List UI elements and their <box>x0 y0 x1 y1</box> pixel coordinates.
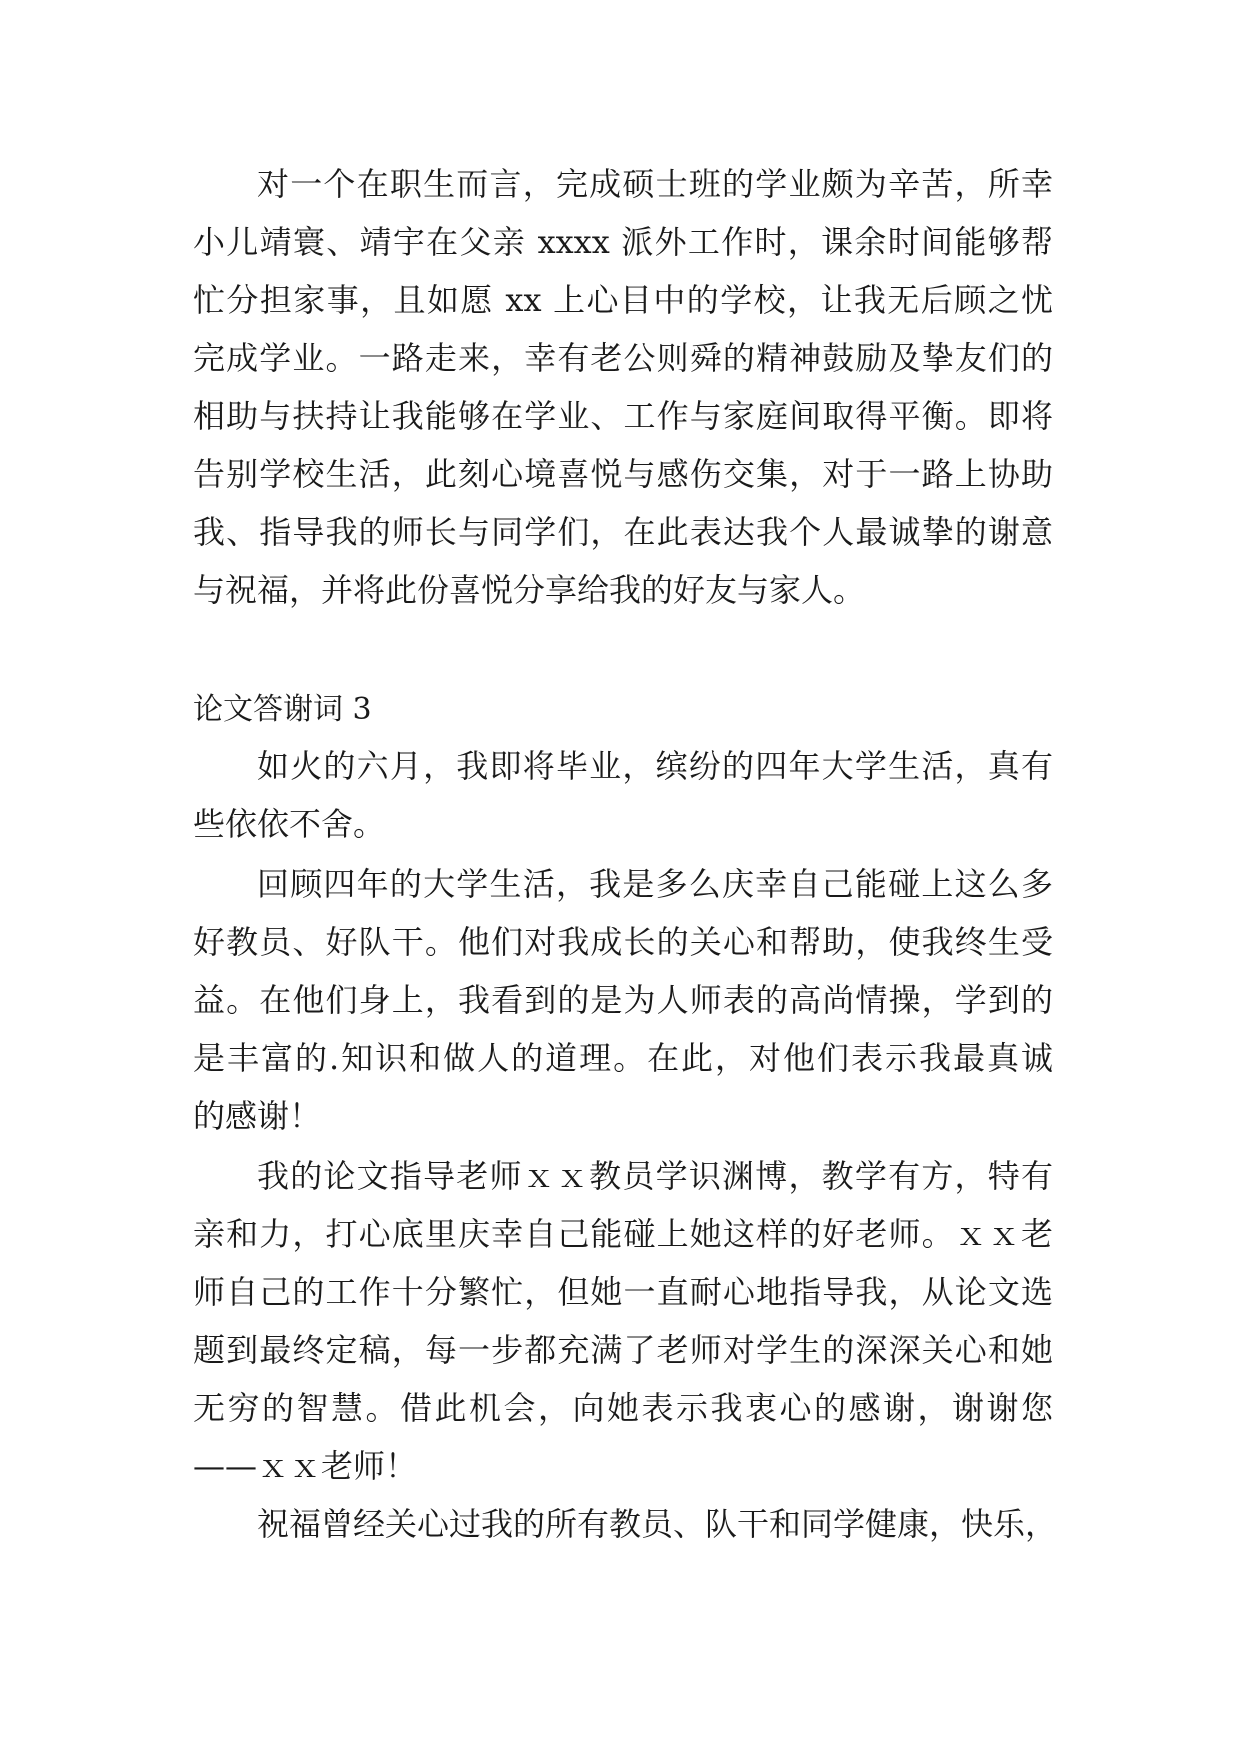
paragraph-1-line-1: 对一个在职生而言，完成硕士班的学业颇为辛苦，所幸 <box>257 165 1053 203</box>
paragraph-5-line-1: 祝福曾经关心过我的所有教员、队干和同学健康，快乐， <box>257 1505 1058 1543</box>
paragraph-4-line-3: 师自己的工作十分繁忙，但她一直耐心地指导我，从论文选 <box>193 1273 1053 1311</box>
paragraph-4-line-1: 我的论文指导老师ｘｘ教员学识渊博，教学有方，特有 <box>257 1157 1053 1195</box>
paragraph-3-line-3: 益。在他们身上，我看到的是为人师表的高尚情操，学到的 <box>193 981 1053 1019</box>
paragraph-1-line-8: 与祝福，并将此份喜悦分享给我的好友与家人。 <box>193 571 866 609</box>
section-title: 论文答谢词 3 <box>193 692 372 727</box>
paragraph-3-line-1: 回顾四年的大学生活，我是多么庆幸自己能碰上这么多 <box>257 865 1053 903</box>
paragraph-1-line-4: 完成学业。一路走来，幸有老公则舜的精神鼓励及挚友们的 <box>193 339 1053 377</box>
paragraph-4-line-2: 亲和力，打心底里庆幸自己能碰上她这样的好老师。ｘｘ老 <box>193 1215 1053 1253</box>
paragraph-4-line-6: ——ｘｘ老师！ <box>193 1447 418 1485</box>
paragraph-3-line-5: 的感谢！ <box>193 1097 322 1135</box>
paragraph-4-line-4: 题到最终定稿，每一步都充满了老师对学生的深深关心和她 <box>193 1331 1053 1369</box>
paragraph-1-line-5: 相助与扶持让我能够在学业、工作与家庭间取得平衡。即将 <box>193 397 1053 435</box>
paragraph-4-line-5: 无穷的智慧。借此机会，向她表示我衷心的感谢，谢谢您 <box>193 1389 1053 1427</box>
paragraph-2-line-2: 些依依不舍。 <box>193 805 386 843</box>
paragraph-2-line-1: 如火的六月，我即将毕业，缤纷的四年大学生活，真有 <box>257 747 1053 785</box>
paragraph-1-line-6: 告别学校生活，此刻心境喜悦与感伤交集，对于一路上协助 <box>193 455 1053 493</box>
paragraph-3-line-2: 好教员、好队干。他们对我成长的关心和帮助，使我终生受 <box>193 923 1053 961</box>
paragraph-1-line-3: 忙分担家事，且如愿 xx 上心目中的学校，让我无后顾之忧 <box>193 281 1053 319</box>
paragraph-1-line-2: 小儿靖寰、靖宇在父亲 xxxx 派外工作时，课余时间能够帮 <box>193 223 1053 261</box>
paragraph-1-line-7: 我、指导我的师长与同学们，在此表达我个人最诚挚的谢意 <box>193 513 1053 551</box>
paragraph-3-line-4: 是丰富的.知识和做人的道理。在此，对他们表示我最真诚 <box>193 1039 1053 1077</box>
